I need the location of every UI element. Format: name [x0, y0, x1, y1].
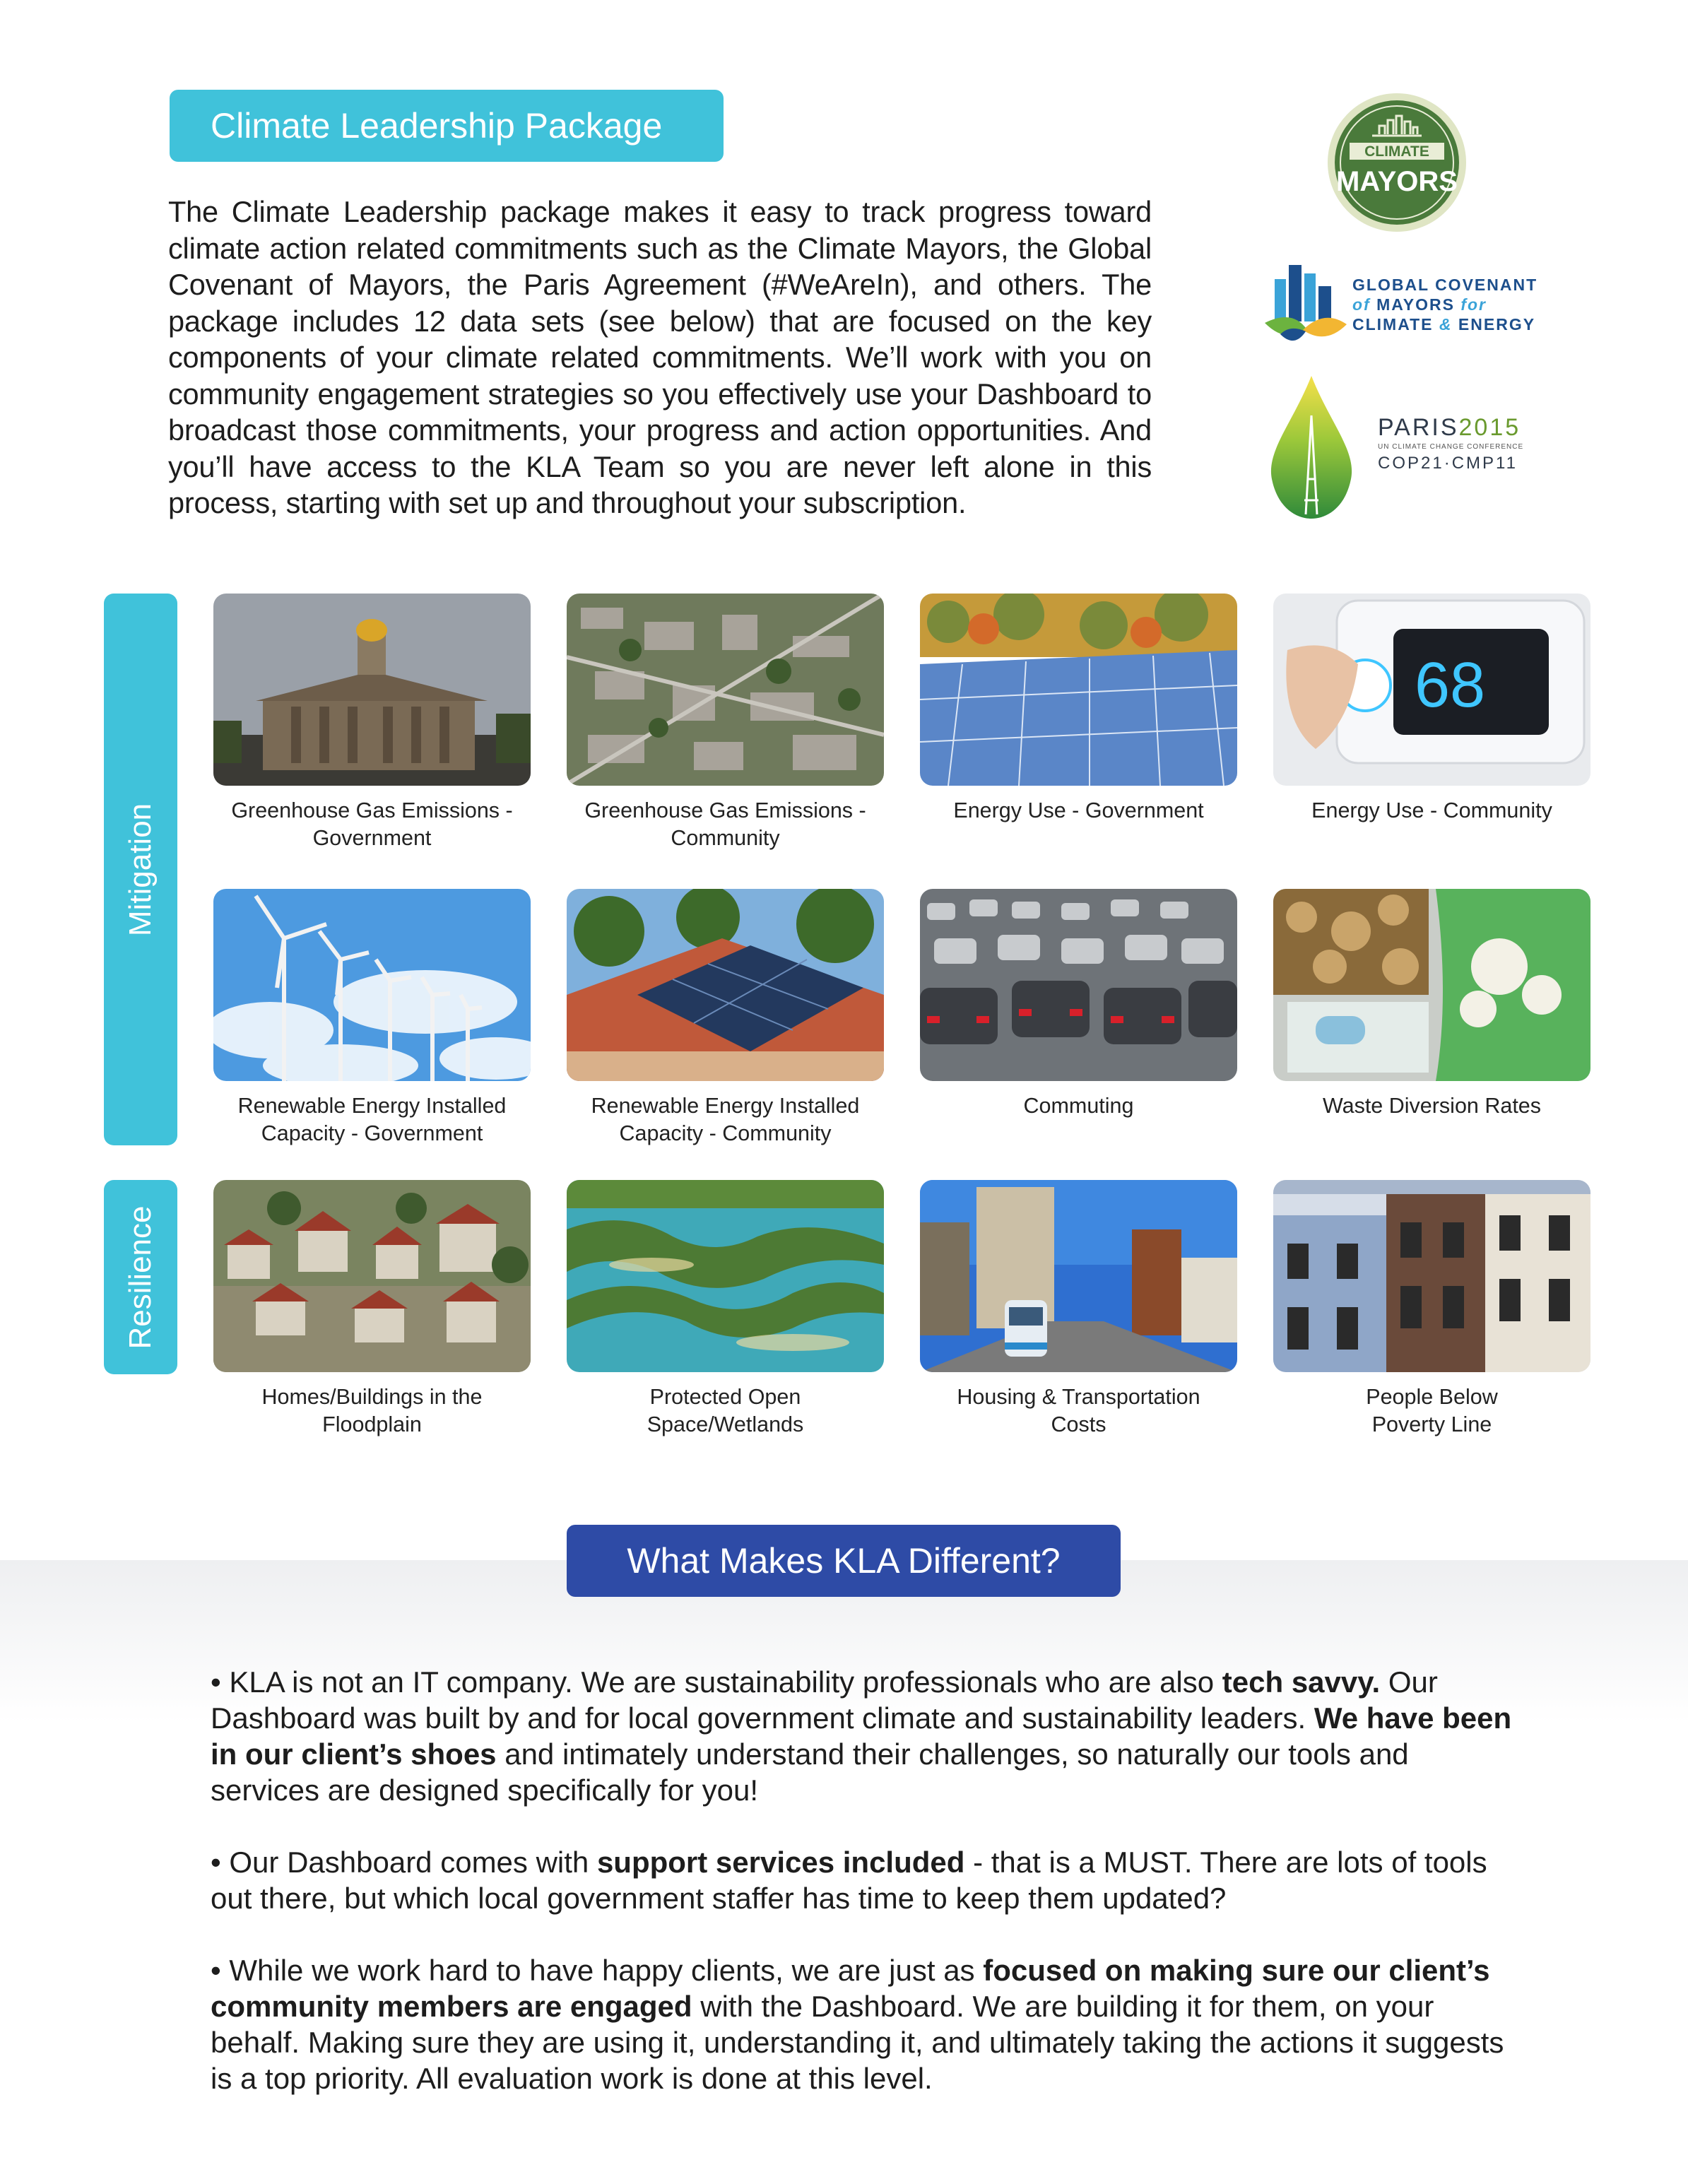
- different-bullets: [211, 1664, 1518, 2132]
- section-title-pill: [170, 90, 724, 162]
- solar-array-photo: [920, 594, 1237, 786]
- resilience-tab: [104, 1180, 177, 1374]
- flooded-homes-photo: [213, 1180, 531, 1372]
- wetlands-aerial-photo: [567, 1180, 884, 1372]
- tile-caption: Renewable Energy Installed Capacity - Government: [237, 1094, 507, 1145]
- mitigation-label: Mitigation: [123, 803, 158, 936]
- bullet-3: [211, 1952, 1518, 2096]
- tile-caption: Greenhouse Gas Emissions - Government: [231, 798, 513, 850]
- intro-paragraph: The Climate Leadership package makes it easy to track progress toward climate action related commitments such as the Climate Mayors, the Global Covenant of Mayors, the Paris Agreement (#WeAreIn), and others. The package includes 12 data sets (see below) that are focused on the key components of your climate related commitments. We’ll work with you on community engagement strategies so you effectively use your Dashboard to broadcast those commitments, your progress and action opportunities. And you’ll have access to the KLA Team so you are never left alone in this process, starting with set up and throughout your subscription.: [168, 195, 1152, 519]
- gc-energy: ENERGY: [1458, 315, 1536, 333]
- bullet-1-bold-a: tech savvy.: [1222, 1665, 1381, 1699]
- tile-caption: Housing & Transportation Costs: [957, 1385, 1200, 1436]
- bullet-1-text-c: and intimately understand their challenges, so naturally our tools and services are designed specifically for you!: [211, 1737, 1409, 1807]
- different-title: What Makes KLA Different?: [627, 1541, 1061, 1581]
- climate-mayors-logo: [1323, 92, 1471, 233]
- tile-ghg-government: [213, 594, 531, 852]
- climate-mayors-line1: CLIMATE: [1364, 143, 1429, 160]
- traffic-jam-photo: [920, 889, 1237, 1081]
- svg-text:68: 68: [1414, 650, 1486, 721]
- tile-caption: Waste Diversion Rates: [1322, 1094, 1542, 1118]
- tile-caption: Protected Open Space/Wetlands: [647, 1385, 804, 1436]
- different-title-pill: [567, 1525, 1121, 1597]
- light-rail-street-photo: [920, 1180, 1237, 1372]
- mitigation-tab: [104, 594, 177, 1145]
- tile-caption: Renewable Energy Installed Capacity - Community: [591, 1094, 860, 1145]
- resilience-label: Resilience: [123, 1205, 158, 1349]
- gc-for: for: [1460, 295, 1487, 314]
- tile-caption: Energy Use - Community: [1311, 798, 1552, 822]
- tile-waste-diversion: [1273, 889, 1590, 1120]
- rooftop-solar-photo: [567, 889, 884, 1081]
- tile-energy-community: [1273, 594, 1590, 825]
- paris-codes: COP21·CMP11: [1378, 454, 1518, 473]
- tile-renewable-government: [213, 889, 531, 1147]
- bullet-3-bold-a: focused on making sure our client’s community members are engaged: [211, 1954, 1490, 2023]
- tile-caption: Greenhouse Gas Emissions - Community: [584, 798, 866, 850]
- bullet-2-bold-a: support services included: [596, 1846, 965, 1879]
- climate-mayors-line2: MAYORS: [1336, 166, 1458, 197]
- bullet-1: [211, 1664, 1518, 1808]
- tile-floodplain: [213, 1180, 531, 1439]
- bullet-mark: •: [211, 1846, 221, 1879]
- bullet-2-text-b: - that is a MUST. There are lots of tools out there, but which local government staffer has time to keep them updated?: [211, 1846, 1487, 1915]
- tile-commuting: [920, 889, 1237, 1120]
- gc-mayors: MAYORS: [1376, 295, 1455, 314]
- bullet-1-text-b: Our Dashboard was built by and for local government climate and sustainability leaders.: [211, 1665, 1438, 1735]
- gc-climate: CLIMATE: [1352, 315, 1434, 333]
- tile-ghg-community: [567, 594, 884, 852]
- paris-year: 2015: [1458, 414, 1521, 441]
- tile-caption: Commuting: [1023, 1094, 1134, 1118]
- bullet-mark: •: [211, 1954, 221, 1987]
- global-covenant-logo: [1259, 258, 1556, 357]
- row-houses-photo: [1273, 1180, 1590, 1372]
- gc-line1: GLOBAL COVENANT: [1352, 276, 1538, 294]
- tile-housing-transportation: [920, 1180, 1237, 1439]
- bullet-2: [211, 1844, 1518, 1916]
- bullet-1-bold-b: We have been in our client’s shoes: [211, 1701, 1512, 1771]
- tile-renewable-community: [567, 889, 884, 1147]
- gc-of: of: [1352, 295, 1371, 314]
- bullet-3-text-b: with the Dashboard. We are building it for them, on your behalf. Making sure they are using it, understanding it, and ultimately taking the actions it suggests is a top priority. All evaluation work is done at this level.: [211, 1990, 1504, 2095]
- gc-amp: &: [1439, 315, 1453, 333]
- paris-2015-logo: [1259, 373, 1556, 521]
- wind-turbines-photo: [213, 889, 531, 1081]
- tile-caption: Energy Use - Government: [953, 798, 1204, 822]
- tile-caption: Homes/Buildings in the Floodplain: [261, 1385, 483, 1436]
- tile-energy-government: [920, 594, 1237, 825]
- bullet-3-text-a: While we work hard to have happy clients, we are just as: [220, 1954, 984, 1987]
- capitol-building-photo: [213, 594, 531, 786]
- compost-bin-photo: [1273, 889, 1590, 1081]
- tile-poverty-line: [1273, 1180, 1590, 1439]
- paris-sub: UN CLIMATE CHANGE CONFERENCE: [1378, 443, 1524, 451]
- thermostat-photo: [1273, 594, 1590, 786]
- bullet-2-text-a: Our Dashboard comes with: [220, 1846, 597, 1879]
- aerial-city-photo: [567, 594, 884, 786]
- tile-wetlands: [567, 1180, 884, 1439]
- bullet-mark: •: [211, 1665, 221, 1699]
- section-title: Climate Leadership Package: [211, 106, 663, 146]
- tile-caption: People Below Poverty Line: [1366, 1385, 1498, 1436]
- bullet-1-text-a: KLA is not an IT company. We are sustainability professionals who are also: [220, 1665, 1222, 1699]
- paris-main: PARIS: [1378, 414, 1459, 441]
